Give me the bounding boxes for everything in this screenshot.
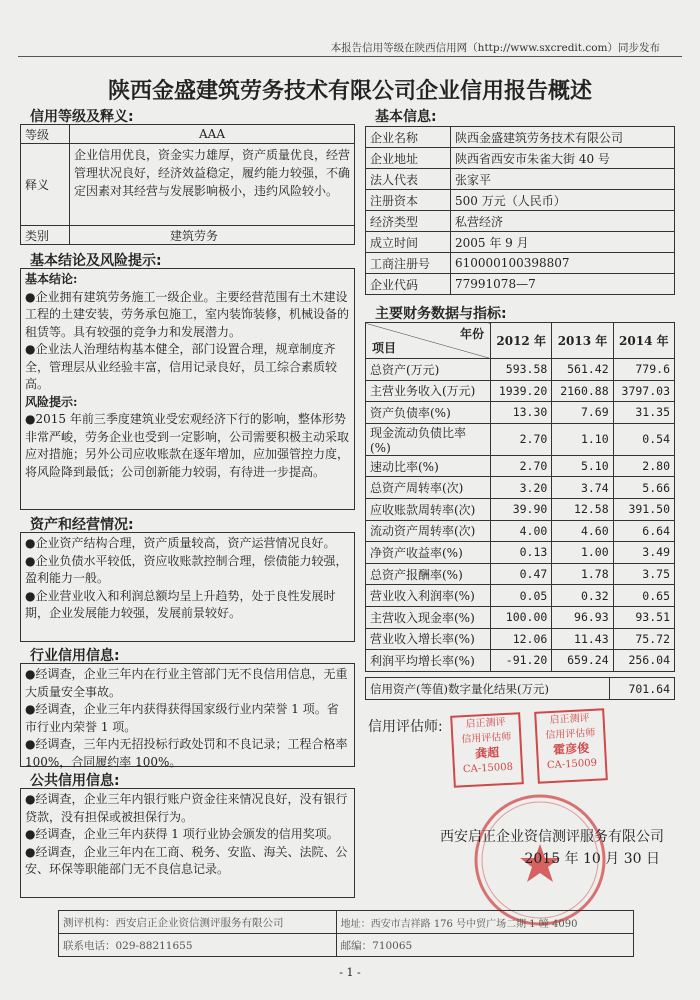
finance-value: 4.00 (491, 520, 552, 542)
grade-label: 等级 (21, 125, 70, 144)
year-header: 2012 年 (491, 323, 552, 359)
assets-item: ●企业资产结构合理，资产质量较高，资产运营情况良好。 (25, 536, 336, 550)
info-value: 私营经济 (451, 211, 675, 232)
conclusion-1: ●企业拥有建筑劳务施工一级企业。主要经营范围有土木建设工程的土建安装，劳务承包施工，室内装饰装修，机械设备的租赁等。具有较强的竞争力和发展潜力。 (25, 289, 350, 339)
finance-value: 779.6 (613, 359, 674, 381)
footer-phone-label: 联系电话： (63, 939, 116, 952)
finance-value: 31.35 (613, 402, 674, 424)
finance-label: 速动比率(%) (366, 455, 491, 477)
finance-value: 96.93 (552, 606, 613, 628)
explain-label: 释义 (21, 144, 70, 226)
info-label: 成立时间 (366, 232, 451, 253)
risk-label: 风险提示: (25, 394, 78, 409)
finance-value: -91.20 (491, 650, 552, 672)
footer-phone (59, 934, 337, 957)
category-value: 建筑劳务 (70, 226, 355, 245)
finance-value: 0.65 (613, 585, 674, 607)
info-label: 经济类型 (366, 211, 451, 232)
finance-value: 1.78 (552, 563, 613, 585)
finance-label: 总资产周转率(次) (366, 477, 491, 499)
finance-corner-header (366, 323, 491, 359)
header-note: 本报告信用等级在陕西信用网（http://www.sxcredit.com）同步发布 (330, 42, 660, 54)
header-year: 年份 (459, 327, 484, 341)
quantified-value: 701.64 (610, 678, 675, 700)
finance-value: 2.70 (491, 423, 552, 455)
footer-org (59, 911, 337, 934)
finance-value: 6.64 (613, 520, 674, 542)
footer-addr-label: 地址： (340, 918, 371, 930)
conclusion-2: ●企业法人治理结构基本健全，部门设置合理，规章制度齐全，管理层从业经验丰富，信用记录良好，员工综合素质较高。 (25, 342, 338, 391)
footer-addr-value: 西安市吉祥路 176 号中贸广场二期 1 幢 4090 (370, 918, 578, 930)
stamp-line: 信用评估师 (461, 731, 512, 746)
info-value: 陕西省西安市朱雀大街 40 号 (451, 148, 675, 169)
basic-info-table (365, 126, 675, 295)
finance-label: 利润平均增长率(%) (366, 650, 491, 672)
finance-value: 593.58 (491, 359, 552, 381)
finance-label: 净资产收益率(%) (366, 542, 491, 564)
stamp-line: 信用评估师 (545, 727, 596, 742)
year-header: 2013 年 (552, 323, 613, 359)
finance-value: 3.75 (613, 563, 674, 585)
info-label: 注册资本 (366, 190, 451, 211)
finance-label: 流动资产周转率(次) (366, 520, 491, 542)
info-label: 企业名称 (366, 127, 451, 148)
finance-label: 资产负债率(%) (366, 402, 491, 424)
public-section-title: 公共信用信息: (30, 773, 120, 789)
finance-value: 39.90 (491, 498, 552, 520)
assessors-label: 信用评估师: (368, 719, 443, 735)
year-header: 2014 年 (613, 323, 674, 359)
info-value: 77991078—7 (451, 274, 675, 295)
finance-value: 561.42 (552, 359, 613, 381)
signature-date: 2015 年 10 月 30 日 (524, 851, 660, 867)
finance-value: 12.58 (552, 498, 613, 520)
finance-value: 11.43 (552, 628, 613, 650)
page-title: 陕西金盛建筑劳务技术有限公司企业信用报告概述 (107, 79, 592, 104)
explain-text: 企业信用优良，资金实力雄厚，资产质量优良，经营管理状况良好，经济效益稳定，履约能力较强，不确定因素对其经营与发展影响极小，违约风险较小。 (70, 144, 355, 226)
assets-item: ●企业营业收入和利润总额均呈上升趋势，处于良性发展时期，企业发展能力较强，发展前景较好。 (25, 588, 336, 620)
industry-item: ●经调查，三年内无招投标行政处罚和不良记录；工程合格率 100%，合同履约率 100%。 (25, 737, 348, 769)
finance-label: 营业收入增长率(%) (366, 628, 491, 650)
stamp-line: 启正测评 (465, 716, 506, 731)
footer-table (58, 910, 634, 957)
info-value: 陕西金盛建筑劳务技术有限公司 (451, 127, 675, 148)
finance-value: 0.47 (491, 563, 552, 585)
info-label: 企业代码 (366, 274, 451, 295)
quantified-label: 信用资产(等值)数字量化结果(万元) (366, 678, 610, 700)
finance-value: 3.49 (613, 542, 674, 564)
finance-value: 2.70 (491, 455, 552, 477)
info-label: 法人代表 (366, 169, 451, 190)
industry-box (20, 663, 355, 767)
finance-value: 1.00 (552, 542, 613, 564)
finance-label: 现金流动负债比率(%) (366, 423, 491, 455)
assessor-stamp-2 (534, 708, 608, 784)
finance-value: 7.69 (552, 402, 613, 424)
public-item: ●经调查，企业三年内在工商、税务、安监、海关、法院、公安、环保等职能部门无不良信息记录。 (25, 844, 348, 876)
finance-table (365, 322, 675, 672)
info-value: 2005 年 9 月 (451, 232, 675, 253)
conclusion-label: 基本结论: (25, 272, 78, 286)
public-item: ●经调查，企业三年内银行账户资金往来情况良好，没有银行贷款，没有担保或被担保行为。 (25, 792, 348, 824)
finance-value: 1939.20 (491, 380, 552, 402)
finance-value: 0.13 (491, 542, 552, 564)
public-box (20, 788, 355, 898)
finance-value: 3.20 (491, 477, 552, 499)
finance-value: 5.10 (552, 455, 613, 477)
grade-value: AAA (70, 125, 355, 144)
credit-section-title: 信用等级及释义: (30, 109, 134, 125)
finance-value: 2160.88 (552, 380, 613, 402)
info-value: 500 万元（人民币） (451, 190, 675, 211)
info-label: 企业地址 (366, 148, 451, 169)
stamp-code: CA-15008 (462, 761, 514, 776)
finance-value: 75.72 (613, 628, 674, 650)
footer-phone-value: 029-88211655 (115, 939, 193, 952)
stamp-name: 龚超 (474, 745, 500, 761)
footer-zip-label: 邮编： (340, 939, 373, 952)
finance-value: 659.24 (552, 650, 613, 672)
public-item: ●经调查，企业三年内获得 1 项行业协会颁发的信用奖项。 (25, 827, 339, 841)
header-item: 项目 (372, 341, 397, 355)
finance-value: 0.54 (613, 423, 674, 455)
finance-value: 4.60 (552, 520, 613, 542)
finance-label: 总资产报酬率(%) (366, 563, 491, 585)
category-label: 类别 (21, 226, 70, 245)
footer-zip-value: 710065 (372, 939, 413, 952)
finance-value: 100.00 (491, 606, 552, 628)
info-value: 610000100398807 (451, 253, 675, 274)
stamp-code: CA-15009 (546, 757, 598, 772)
assets-section-title: 资产和经营情况: (30, 517, 134, 533)
page-number: - 1 - (339, 966, 361, 979)
finance-value: 0.05 (491, 585, 552, 607)
quantified-result-table (365, 677, 675, 700)
finance-value: 391.50 (613, 498, 674, 520)
industry-section-title: 行业信用信息: (30, 648, 120, 664)
industry-item: ●经调查，企业三年内获得获得国家级行业内荣誉 1 项。省市行业内荣誉 1 项。 (25, 702, 339, 734)
finance-value: 3797.03 (613, 380, 674, 402)
credit-grade-table (20, 124, 355, 245)
finance-label: 主营业务收入(万元) (366, 380, 491, 402)
finance-value: 2.80 (613, 455, 674, 477)
footer-addr (336, 911, 633, 934)
basic-risk-box (20, 268, 355, 510)
finance-value: 256.04 (613, 650, 674, 672)
stamp-name: 霍彦俊 (552, 741, 590, 757)
stamp-line: 启正测评 (549, 712, 590, 727)
finance-value: 0.32 (552, 585, 613, 607)
finance-section-title: 主要财务数据与指标: (375, 306, 507, 322)
header-rule (18, 56, 682, 57)
industry-item: ●经调查，企业三年内在行业主管部门无不良信用信息，无重大质量安全事故。 (25, 667, 348, 699)
risk-1: ●2015 年前三季度建筑业受宏观经济下行的影响，整体形势非常严峻，劳务企业也受到一定影响，公司需要积极主动采取应对措施；另外公司应收账款在逐年增加，应加强管控力度，将风险降到最低；公司创新能力较弱，有待进一步提高。 (25, 412, 350, 479)
signature-company: 西安启正企业资信测评服务有限公司 (440, 829, 664, 845)
footer-org-label: 测评机构： (63, 916, 116, 929)
footer-zip (336, 934, 633, 957)
assessor-stamp-1 (450, 712, 524, 788)
finance-label: 总资产(万元) (366, 359, 491, 381)
info-label: 工商注册号 (366, 253, 451, 274)
info-value: 张家平 (451, 169, 675, 190)
finance-label: 主营收入现金率(%) (366, 606, 491, 628)
finance-value: 12.06 (491, 628, 552, 650)
finance-value: 5.66 (613, 477, 674, 499)
assets-item: ●企业负债水平较低，资应收账款控制合理，偿债能力较强，盈利能力一般。 (25, 553, 348, 585)
basic-info-section-title: 基本信息: (375, 109, 437, 125)
assets-box (20, 532, 355, 642)
finance-label: 营业收入利润率(%) (366, 585, 491, 607)
basic-risk-section-title: 基本结论及风险提示: (30, 253, 162, 269)
finance-value: 3.74 (552, 477, 613, 499)
finance-label: 应收账款周转率(次) (366, 498, 491, 520)
finance-value: 13.30 (491, 402, 552, 424)
footer-org-value: 西安启正企业资信测评服务有限公司 (115, 916, 284, 929)
finance-value: 93.51 (613, 606, 674, 628)
finance-value: 1.10 (552, 423, 613, 455)
